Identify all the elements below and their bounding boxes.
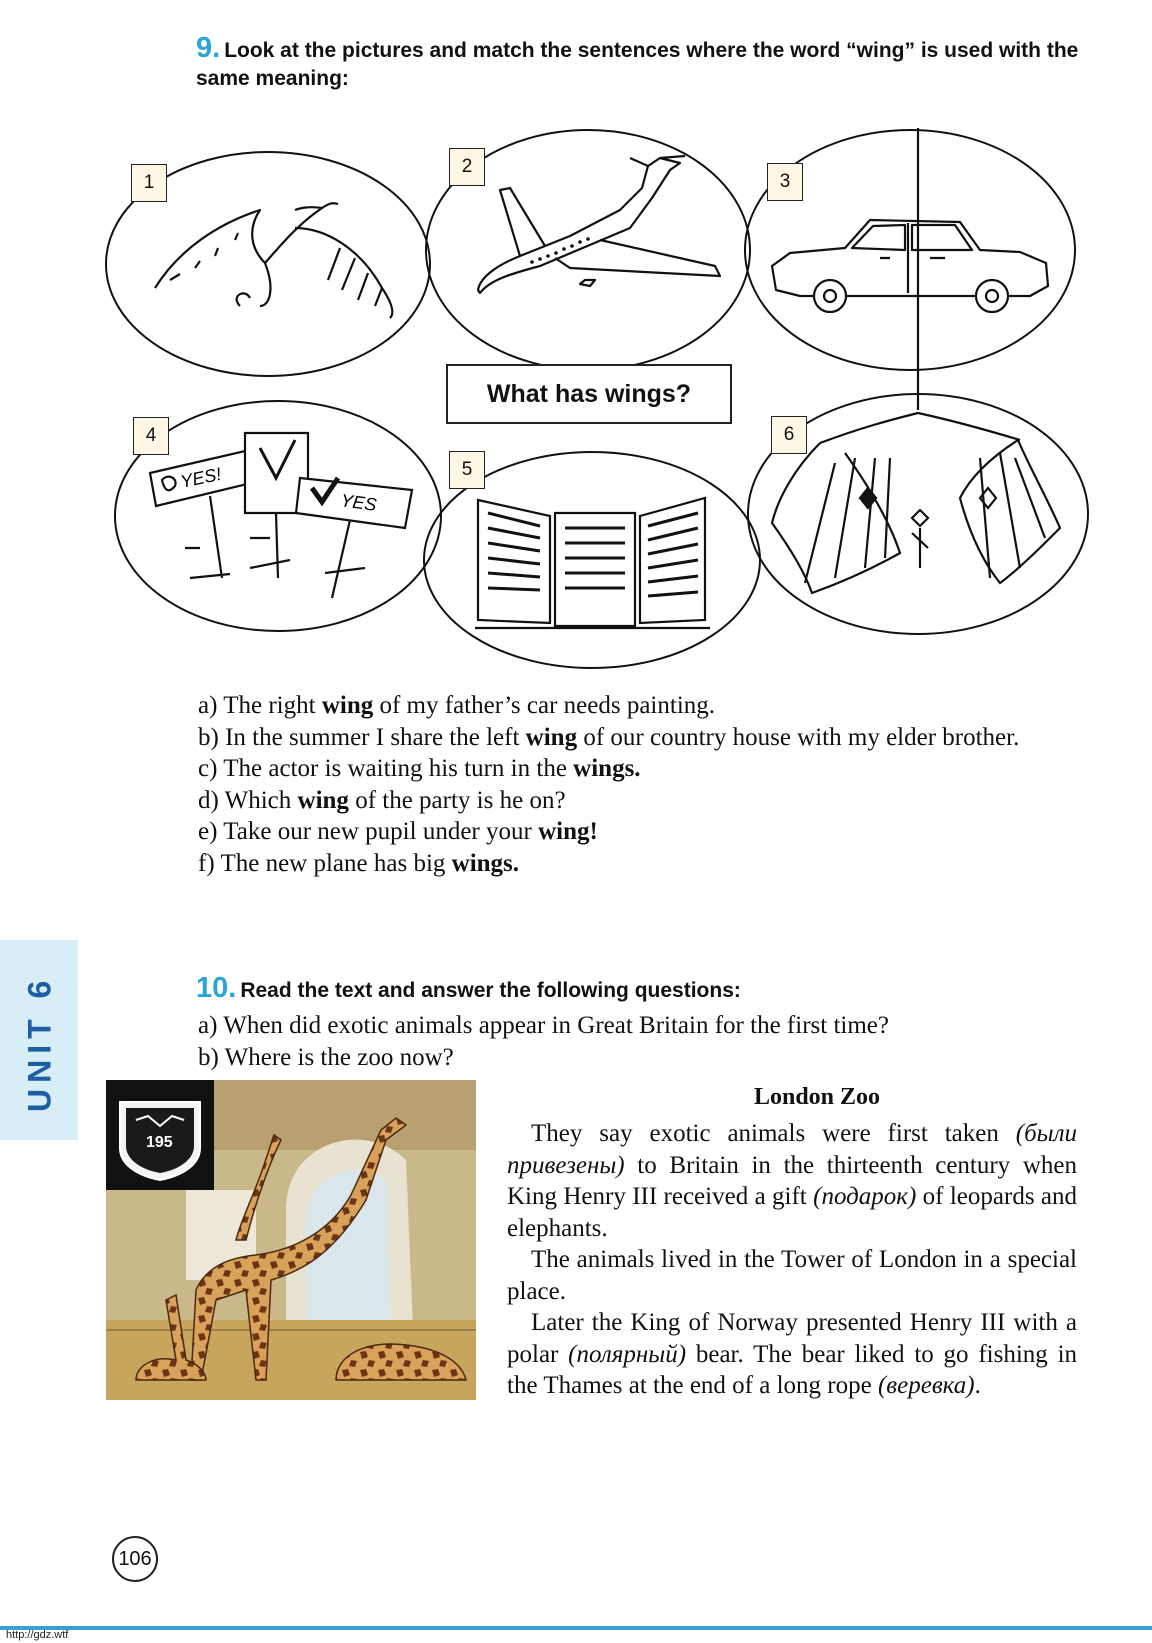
exercise-9-heading (196, 34, 1086, 93)
unit-label: UNIT 6 (21, 974, 58, 1112)
sentence-f: f) The new plane has big wings. (198, 849, 520, 877)
picture-label-6: 6 (771, 416, 807, 454)
stage-curtains-icon (772, 128, 1060, 593)
exercise-10-heading (196, 974, 1076, 1005)
sentence-d: d) Which wing of the party is he on? (198, 786, 566, 814)
exercise-9-instruction: Look at the pictures and match the sentences where the word “wing” is used with the same meaning: (196, 39, 1079, 90)
exercise-10-questions (198, 1010, 1058, 1073)
bird-icon (155, 203, 392, 318)
london-zoo-article (507, 1080, 1077, 1402)
sentence-b: b) In the summer I share the left wing of our country house with my elder brother. (198, 723, 1020, 751)
zoo-paragraph-1: They say exotic animals were first taken (были привезены) to Britain in the thirteenth century when King Henry III received a gift (подарок) of leopards and elephants. (507, 1120, 1078, 1242)
building-icon (475, 498, 710, 628)
picture-label-2: 2 (449, 148, 485, 186)
footer-bar (0, 1626, 1152, 1630)
giraffes-photo (106, 1080, 476, 1400)
sentence-a: a) The right wing of my father’s car needs painting. (198, 692, 716, 719)
picture-label-1: 1 (131, 164, 167, 202)
exercise-9-number: 9. (196, 32, 221, 64)
zoo-paragraph-2: The animals lived in the Tower of London in a special place. (507, 1246, 1077, 1305)
crest-text: 195 (146, 1134, 173, 1151)
exercise-10-number: 10. (196, 972, 237, 1004)
footer-url[interactable]: http://gdz.wtf (6, 1629, 69, 1641)
question-b: b) Where is the zoo now? (198, 1043, 454, 1071)
zoo-paragraph-3: Later the King of Norway presented Henry III with a polar (полярный) bear. The bear liked to go fishing in the Thames at the end of a long rope (веревка). (507, 1309, 1078, 1399)
protest-signs-icon (150, 433, 412, 598)
question-a: a) When did exotic animals appear in Great Britain for the first time? (198, 1012, 889, 1039)
sentence-c: c) The actor is waiting his turn in the wings. (198, 755, 641, 782)
sign-yes-exclaim: YES! (178, 463, 223, 492)
london-zoo-title: London Zoo (753, 1084, 881, 1110)
car-icon (772, 220, 1048, 312)
wing-sentences (198, 690, 1038, 879)
picture-label-5: 5 (449, 451, 485, 489)
picture-label-4: 4 (133, 417, 169, 455)
page-number: 106 (112, 1536, 158, 1582)
what-has-wings-label: What has wings? (486, 379, 692, 408)
sentence-e: e) Take our new pupil under your wing! (198, 818, 598, 845)
sign-yes: YES (339, 490, 378, 515)
exercise-10-instruction: Read the text and answer the following questions: (240, 979, 741, 1002)
what-has-wings-box (446, 364, 732, 424)
picture-label-3: 3 (767, 163, 803, 201)
airplane-icon (478, 156, 720, 293)
